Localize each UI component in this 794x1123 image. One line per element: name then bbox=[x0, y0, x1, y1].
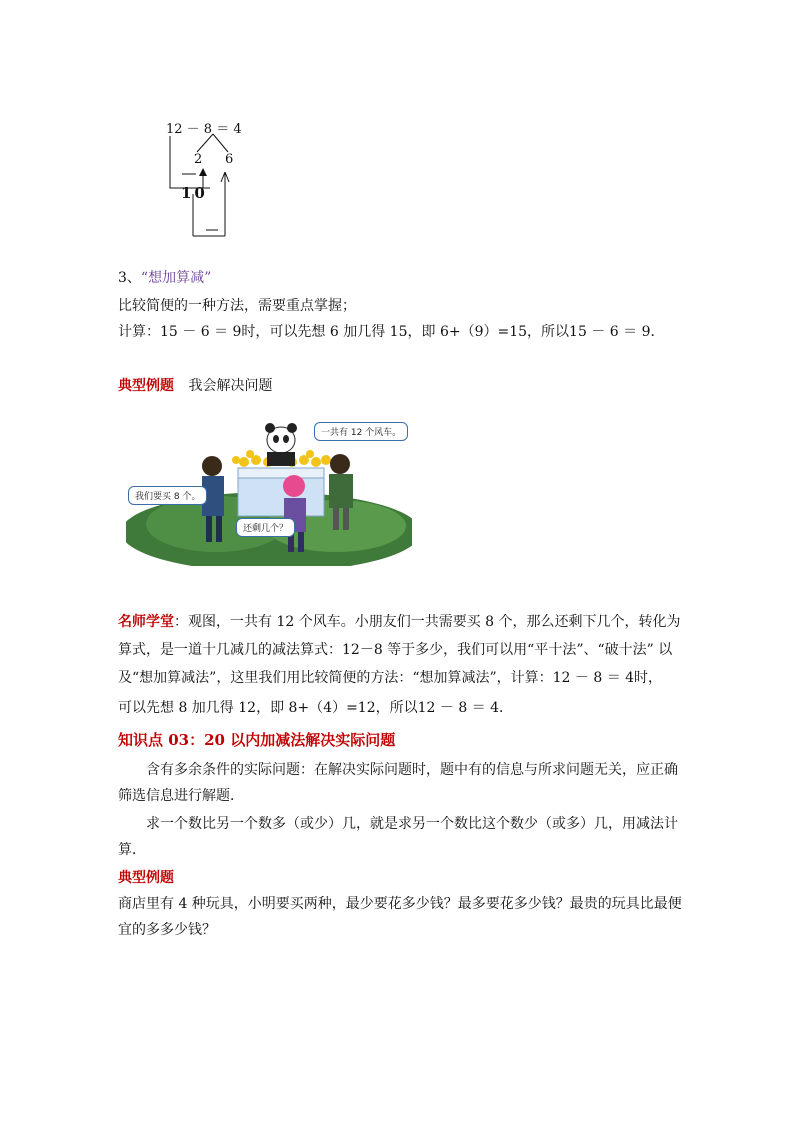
diagram-num-6: 6 bbox=[225, 152, 234, 167]
knowledge3-p1-line1: 含有多余条件的实际问题：在解决实际问题时，题中有的信息与所求问题无关，应正确 bbox=[146, 762, 678, 778]
example2-q-line2: 宜的多多少钱？ bbox=[118, 922, 216, 938]
diagram-lines bbox=[150, 112, 280, 248]
example2-q-line1: 商店里有 4 种玩具，小明要买两种，最少要花多少钱？最多要花多少钱？最贵的玩具比最便 bbox=[118, 896, 682, 912]
example1-title: 我会解决问题 bbox=[188, 378, 273, 394]
example2-label: 典型例题 bbox=[118, 870, 174, 886]
knowledge3-title: 知识点 03：20 以内加减法解决实际问题 bbox=[118, 731, 396, 749]
teacher-label: 名师学堂 bbox=[118, 614, 174, 630]
section3-title: “想加算减” bbox=[140, 270, 212, 286]
diagram-equation: 12 － 8 ＝ 4 bbox=[166, 122, 242, 137]
knowledge3-p2-line1: 求一个数比另一个数多（或少）几，就是求另一个数比这个数少（或多）几，用减法计 bbox=[146, 816, 678, 832]
teacher-line1: 名师学堂：观图，一共有 12 个风车。小朋友们一共需要买 8 个，那么还剩下几个，转化为 bbox=[118, 614, 681, 630]
teacher-line3: 及“想加算减法”，这里我们用比较简便的方法：“想加算减法”，计算：12 － 8 ＝ 4时， bbox=[118, 670, 663, 686]
teacher-line4: 可以先想 8 加几得 12，即 8+（4）=12，所以12 － 8 ＝ 4． bbox=[118, 700, 514, 716]
subtraction-diagram bbox=[150, 112, 280, 248]
diagram-num-10: 10 bbox=[181, 184, 208, 202]
section3-number: 3、 bbox=[118, 270, 141, 286]
knowledge3-p2-line2: 算． bbox=[118, 842, 146, 858]
example1-label: 典型例题 bbox=[118, 378, 174, 394]
section3-heading bbox=[118, 268, 211, 288]
example1-heading bbox=[118, 376, 272, 396]
knowledge3-p1-line2: 筛选信息进行解题． bbox=[118, 788, 244, 804]
bubble-total: 一共有 12 个风车。 bbox=[314, 422, 408, 441]
diagram-num-2: 2 bbox=[194, 152, 203, 167]
bubble-left: 还剩几个？ bbox=[236, 518, 295, 537]
section3-desc: 比较简便的一种方法，需要重点掌握； bbox=[118, 298, 356, 314]
section3-calc: 计算：15 － 6 ＝ 9时，可以先想 6 加几得 15，即 6+（9）=15，所以15 － 6 ＝ 9． bbox=[118, 324, 665, 340]
bubble-buy: 我们要买 8 个。 bbox=[128, 486, 207, 505]
pinwheel-illustration bbox=[126, 414, 412, 566]
teacher-line2: 算式，是一道十几减几的减法算式：12－8 等于多少，我们可以用“平十法”、“破十法” 以 bbox=[118, 642, 673, 658]
